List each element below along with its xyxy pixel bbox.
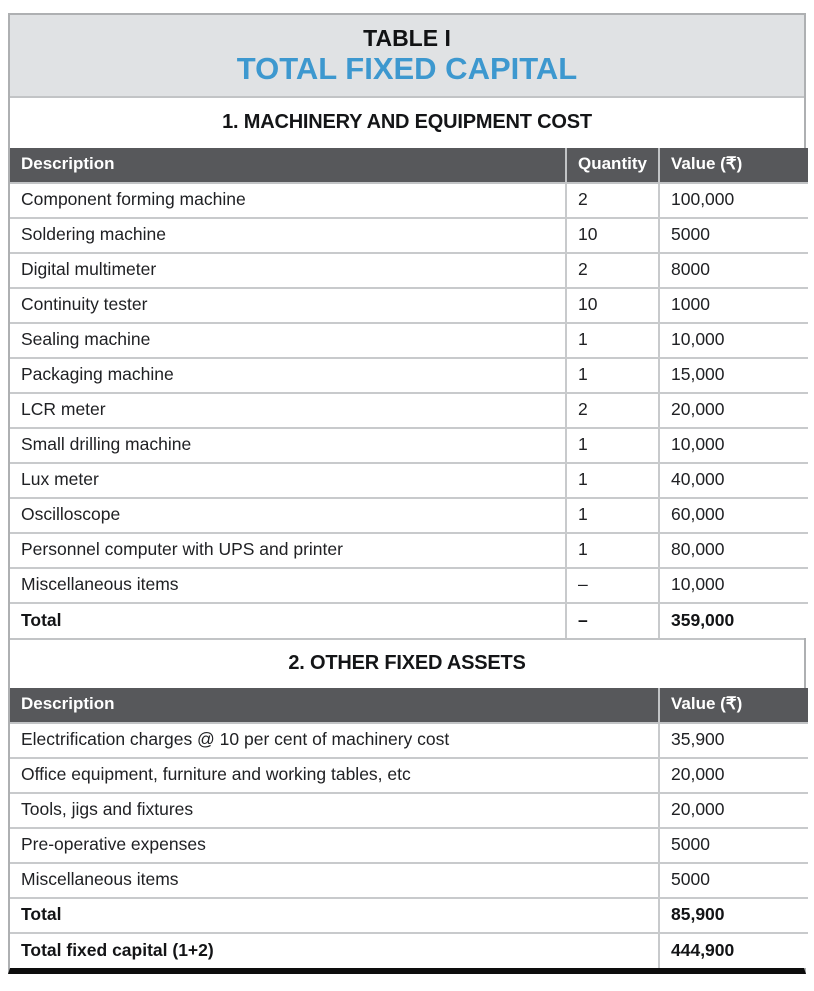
item-description-cell: Component forming machine bbox=[10, 183, 566, 218]
item-value-cell: 20,000 bbox=[659, 758, 808, 793]
total-quantity-cell: – bbox=[566, 603, 659, 638]
machinery-equipment-table bbox=[10, 148, 808, 638]
item-value-cell: 100,000 bbox=[659, 183, 808, 218]
item-description-cell: Personnel computer with UPS and printer bbox=[10, 533, 566, 568]
item-description-cell: Electrification charges @ 10 per cent of machinery cost bbox=[10, 723, 659, 758]
item-value-cell: 60,000 bbox=[659, 498, 808, 533]
column-header-description: Description bbox=[10, 688, 659, 723]
item-description-cell: Pre-operative expenses bbox=[10, 828, 659, 863]
item-value-cell: 10,000 bbox=[659, 323, 808, 358]
item-description-cell: Small drilling machine bbox=[10, 428, 566, 463]
table-row bbox=[10, 498, 808, 533]
other-fixed-assets-table bbox=[10, 688, 808, 968]
item-description-cell: Office equipment, furniture and working tables, etc bbox=[10, 758, 659, 793]
table-row bbox=[10, 863, 808, 898]
item-value-cell: 35,900 bbox=[659, 723, 808, 758]
section2-heading: 2. OTHER FIXED ASSETS bbox=[10, 638, 804, 688]
item-quantity-cell: 1 bbox=[566, 463, 659, 498]
total-label-cell: Total bbox=[10, 603, 566, 638]
item-value-cell: 20,000 bbox=[659, 793, 808, 828]
table-row bbox=[10, 568, 808, 603]
table-number-label: TABLE I bbox=[363, 25, 451, 51]
column-header-value: Value (₹) bbox=[659, 148, 808, 183]
item-value-cell: 10,000 bbox=[659, 568, 808, 603]
item-quantity-cell: 1 bbox=[566, 498, 659, 533]
table-row bbox=[10, 288, 808, 323]
item-value-cell: 5000 bbox=[659, 218, 808, 253]
grand-total-row bbox=[10, 933, 808, 968]
column-header-quantity: Quantity bbox=[566, 148, 659, 183]
item-value-cell: 5000 bbox=[659, 828, 808, 863]
fixed-capital-table-card bbox=[8, 13, 806, 974]
item-description-cell: Sealing machine bbox=[10, 323, 566, 358]
table-row bbox=[10, 428, 808, 463]
item-value-cell: 80,000 bbox=[659, 533, 808, 568]
item-value-cell: 40,000 bbox=[659, 463, 808, 498]
table-row bbox=[10, 723, 808, 758]
table-row bbox=[10, 793, 808, 828]
item-description-cell: Tools, jigs and fixtures bbox=[10, 793, 659, 828]
item-quantity-cell: 1 bbox=[566, 358, 659, 393]
item-value-cell: 10,000 bbox=[659, 428, 808, 463]
item-quantity-cell: 10 bbox=[566, 288, 659, 323]
item-quantity-cell: 2 bbox=[566, 183, 659, 218]
item-quantity-cell: 1 bbox=[566, 533, 659, 568]
table-row bbox=[10, 183, 808, 218]
table-row bbox=[10, 758, 808, 793]
item-value-cell: 8000 bbox=[659, 253, 808, 288]
total-value-cell: 359,000 bbox=[659, 603, 808, 638]
item-description-cell: Oscilloscope bbox=[10, 498, 566, 533]
section1-heading: 1. MACHINERY AND EQUIPMENT COST bbox=[10, 98, 804, 148]
item-description-cell: Digital multimeter bbox=[10, 253, 566, 288]
table-row bbox=[10, 393, 808, 428]
item-value-cell: 1000 bbox=[659, 288, 808, 323]
item-quantity-cell: 2 bbox=[566, 393, 659, 428]
item-description-cell: LCR meter bbox=[10, 393, 566, 428]
item-value-cell: 5000 bbox=[659, 863, 808, 898]
grand-total-label-cell: Total fixed capital (1+2) bbox=[10, 933, 659, 968]
table-row bbox=[10, 533, 808, 568]
total-value-cell: 85,900 bbox=[659, 898, 808, 933]
column-header-description: Description bbox=[10, 148, 566, 183]
item-value-cell: 15,000 bbox=[659, 358, 808, 393]
assets-total-row bbox=[10, 898, 808, 933]
item-quantity-cell: 2 bbox=[566, 253, 659, 288]
table-row bbox=[10, 463, 808, 498]
column-header-value: Value (₹) bbox=[659, 688, 808, 723]
item-description-cell: Packaging machine bbox=[10, 358, 566, 393]
item-description-cell: Miscellaneous items bbox=[10, 863, 659, 898]
table-row bbox=[10, 218, 808, 253]
item-quantity-cell: 1 bbox=[566, 428, 659, 463]
machinery-table-header-row bbox=[10, 148, 808, 183]
item-quantity-cell: – bbox=[566, 568, 659, 603]
table-row bbox=[10, 323, 808, 358]
item-value-cell: 20,000 bbox=[659, 393, 808, 428]
assets-table-header-row bbox=[10, 688, 808, 723]
machinery-total-row bbox=[10, 603, 808, 638]
table-row bbox=[10, 828, 808, 863]
table-title-block bbox=[10, 15, 804, 98]
item-quantity-cell: 1 bbox=[566, 323, 659, 358]
grand-total-value-cell: 444,900 bbox=[659, 933, 808, 968]
item-description-cell: Lux meter bbox=[10, 463, 566, 498]
table-main-title: TOTAL FIXED CAPITAL bbox=[236, 51, 578, 86]
item-quantity-cell: 10 bbox=[566, 218, 659, 253]
item-description-cell: Continuity tester bbox=[10, 288, 566, 323]
table-row bbox=[10, 253, 808, 288]
item-description-cell: Soldering machine bbox=[10, 218, 566, 253]
table-row bbox=[10, 358, 808, 393]
item-description-cell: Miscellaneous items bbox=[10, 568, 566, 603]
total-label-cell: Total bbox=[10, 898, 659, 933]
